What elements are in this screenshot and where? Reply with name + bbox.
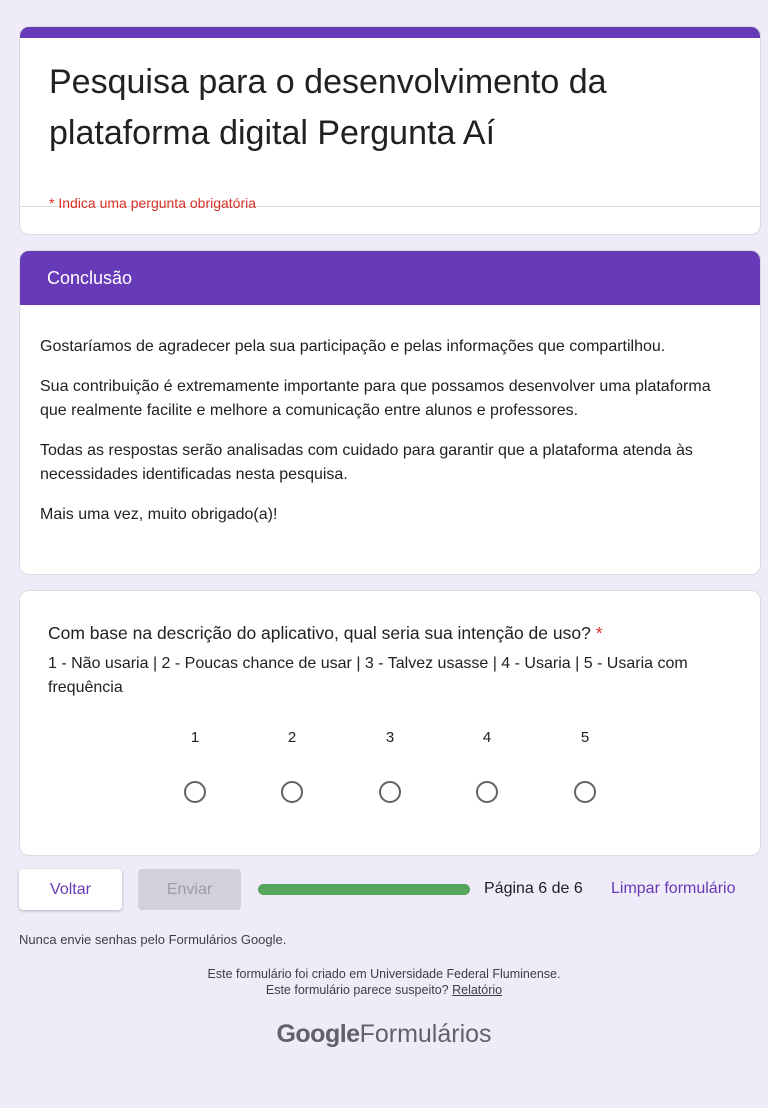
- question-card: [19, 590, 761, 856]
- section-paragraph: Gostaríamos de agradecer pela sua participação e pelas informações que compartilhou.: [40, 338, 666, 355]
- radio-button[interactable]: [379, 781, 401, 803]
- section-paragraph: Sua contribuição é extremamente importante para que possamos desenvolver uma plataforma que realmente facilite e melhore a comunicação entre alunos e professores.: [40, 378, 711, 419]
- section-paragraph: Todas as respostas serão analisadas com cuidado para garantir que a plataforma atenda às necessidades identificadas nesta pesquisa.: [40, 442, 693, 483]
- option-label: 4: [482, 729, 492, 746]
- report-link[interactable]: Relatório: [452, 983, 503, 997]
- section-paragraph: Mais uma vez, muito obrigado(a)!: [40, 506, 278, 523]
- logo-forms: Formulários: [359, 1020, 492, 1048]
- accent-stripe: [20, 27, 760, 38]
- option-label: 3: [385, 729, 395, 746]
- radio-button[interactable]: [476, 781, 498, 803]
- created-by-note: Este formulário foi criado em Universidade Federal Fluminense.: [207, 967, 561, 981]
- question-description: 1 - Não usaria | 2 - Poucas chance de usar | 3 - Talvez usasse | 4 - Usaria | 5 - Usaria com frequência: [48, 655, 688, 696]
- option-label: 5: [580, 729, 590, 746]
- option-label: 1: [190, 729, 200, 746]
- radio-button[interactable]: [281, 781, 303, 803]
- back-button[interactable]: Voltar: [19, 869, 122, 910]
- section-card: [19, 250, 761, 575]
- section-title: Conclusão: [20, 251, 760, 305]
- progress-bar: [258, 884, 470, 895]
- submit-button[interactable]: Enviar: [138, 869, 241, 910]
- question-title-text: Com base na descrição do aplicativo, qual seria sua intenção de uso?: [48, 623, 591, 643]
- suspicious-text: Este formulário parece suspeito?: [265, 983, 449, 997]
- password-warning: Nunca envie senhas pelo Formulários Google.: [19, 932, 287, 947]
- form-header-card: [19, 26, 761, 235]
- google-forms-logo[interactable]: [0, 1020, 768, 1049]
- radio-button[interactable]: [184, 781, 206, 803]
- clear-form-link[interactable]: Limpar formulário: [611, 880, 736, 897]
- question-title: [48, 623, 603, 644]
- page-indicator: Página 6 de 6: [484, 880, 583, 897]
- required-note: * Indica uma pergunta obrigatória: [49, 195, 257, 211]
- required-asterisk: *: [595, 623, 603, 643]
- option-label: 2: [287, 729, 297, 746]
- logo-google: Google: [276, 1020, 360, 1048]
- form-title: Pesquisa para o desenvolvimento da plataforma digital Pergunta Aí: [49, 63, 607, 152]
- radio-button[interactable]: [574, 781, 596, 803]
- suspicious-note: [0, 983, 768, 997]
